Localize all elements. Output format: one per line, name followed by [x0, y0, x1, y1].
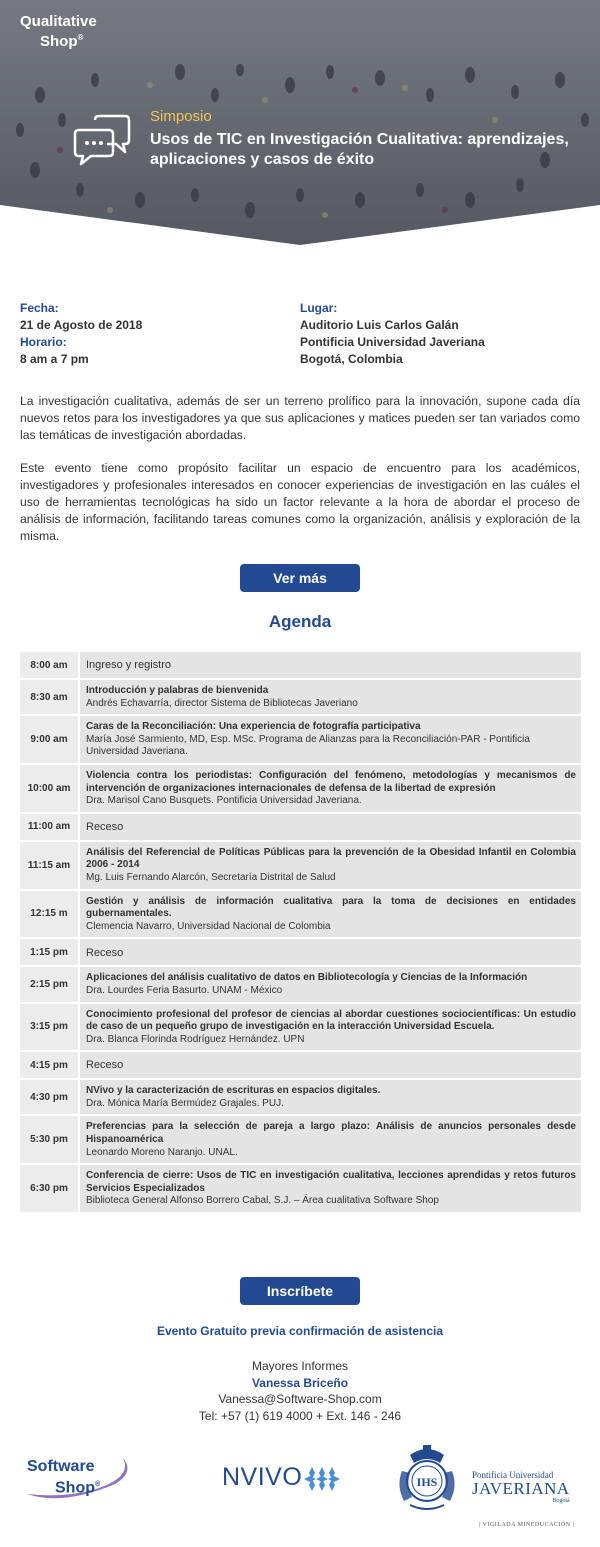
hero-chevron-divider: [0, 205, 600, 245]
ver-mas-button[interactable]: Ver más: [240, 564, 360, 592]
agenda-time: 2:15 pm: [20, 967, 80, 1001]
vigilada-label: | VIGILADA MINEDUCACIÓN |: [479, 1522, 575, 1528]
agenda-description: [80, 891, 581, 938]
agenda-time: 8:30 am: [20, 680, 80, 714]
agenda-row: [20, 967, 581, 1003]
agenda-row: [20, 1165, 581, 1214]
agenda-row: [20, 939, 581, 967]
contact-email-link[interactable]: Vanessa@Software-Shop.com: [218, 1392, 382, 1406]
agenda-description: [80, 967, 581, 1001]
inscribete-button[interactable]: Inscríbete: [240, 1277, 360, 1305]
agenda-description: [80, 1004, 581, 1051]
lugar-label: Lugar:: [300, 301, 338, 315]
agenda-row: [20, 891, 581, 940]
agenda-speaker: Dra. Blanca Florinda Rodríguez Hernández. UPN: [86, 1033, 305, 1045]
agenda-time: 4:30 pm: [20, 1080, 80, 1114]
agenda-time: 8:00 am: [20, 652, 80, 678]
hero-title: Usos de TIC en Investigación Cualitativa: aprendizajes, aplicaciones y casos de éxito: [150, 131, 569, 168]
agenda-time: 11:00 am: [20, 814, 80, 840]
agenda-talk-title: Conocimiento profesional del profesor de ciencias al abordar cuestiones sociocientíficas: Un estudio de caso de un pequeño grupo de investigación en la interacción Universidad Escuela.: [86, 1008, 576, 1033]
free-event-notice: Evento Gratuito previa confirmación de asistencia: [156, 1324, 444, 1338]
agenda-time: 4:15 pm: [20, 1052, 80, 1078]
agenda-talk-title: Preferencias para la selección de pareja a largo plazo: Análisis de anuncios personales desde Hispanoamérica: [86, 1121, 576, 1146]
agenda-time: 9:00 am: [20, 716, 80, 763]
agenda-speaker: Biblioteca General Alfonso Borrero Cabal, S.J. – Área cualitativa Software Shop: [86, 1195, 439, 1207]
nvivo-mark-icon: [302, 1465, 344, 1493]
lugar-line3: Bogotá, Colombia: [300, 352, 403, 366]
agenda-speaker: Clemencia Navarro, Universidad Nacional de Colombia: [86, 920, 331, 932]
agenda-time: 11:15 am: [20, 842, 80, 889]
agenda-talk-title: Violencia contra los periodistas: Configuración del fenómeno, metodologías y mecanismos de intervención de organizaciones internacionales de defensa de la libertad de expresión: [86, 769, 576, 794]
agenda-speaker: Leonardo Moreno Naranjo. UNAL.: [86, 1146, 238, 1158]
agenda-description: [80, 652, 581, 678]
software-shop-wordmark: Software Shop®: [27, 1458, 101, 1497]
agenda-row: [20, 842, 581, 891]
agenda-time: 1:15 pm: [20, 939, 80, 965]
qualitative-shop-logo[interactable]: [20, 14, 97, 50]
contact-phone: Tel: +57 (1) 619 4000 + Ext. 146 - 246: [198, 1408, 402, 1423]
agenda-description: [80, 1080, 581, 1114]
lugar-line2: Pontificia Universidad Javeriana: [300, 335, 485, 349]
hero-banner: [0, 0, 600, 245]
agenda-simple-label: Receso: [86, 1059, 124, 1072]
software-shop-logo[interactable]: [27, 1458, 142, 1513]
chat-bubbles-icon: [73, 114, 131, 168]
agenda-speaker: Andrés Echavarría, director Sistema de Bibliotecas Javeriano: [86, 697, 358, 709]
agenda-description: [80, 765, 581, 812]
fecha-label: Fecha:: [20, 301, 59, 315]
agenda-talk-title: Introducción y palabras de bienvenida: [86, 685, 269, 696]
event-location: [300, 300, 485, 368]
logo-line2: Shop®: [40, 33, 84, 50]
agenda-description: [80, 842, 581, 889]
agenda-talk-title: Aplicaciones del análisis cualitativo de datos en Bibliotecología y Ciencias de la Información: [86, 972, 528, 984]
agenda-description: [80, 1165, 581, 1212]
hero-pretitle: Simposio: [150, 108, 212, 125]
agenda-description: [80, 814, 581, 840]
contact-block: [0, 1358, 600, 1424]
agenda-row: [20, 716, 581, 765]
agenda-title: Agenda: [268, 612, 332, 631]
agenda-speaker: Dra. Lourdes Feria Basurto. UNAM - México: [86, 984, 283, 996]
agenda-time: 10:00 am: [20, 765, 80, 812]
event-date-time: [20, 300, 142, 368]
agenda-time: 6:30 pm: [20, 1165, 80, 1212]
nvivo-logo[interactable]: NVIVO: [222, 1463, 303, 1491]
agenda-row: [20, 765, 581, 814]
agenda-talk-title: Conferencia de cierre: Usos de TIC en investigación cualitativa, lecciones aprendidas y retos futuros Servicios Especializados: [86, 1170, 576, 1194]
agenda-talk-title: NVivo y la caracterización de escrituras en espacios digitales.: [86, 1085, 381, 1097]
agenda-row: [20, 1116, 581, 1165]
agenda-description: [80, 1052, 581, 1078]
agenda-row: [20, 1052, 581, 1080]
agenda-speaker: Dra. Marisol Cano Busquets. Pontificia Universidad Javeriana.: [86, 795, 362, 807]
intro-paragraph-2: Este evento tiene como propósito facilitar un espacio de encuentro para los académicos, investigadores y profesionales interesados en conocer experiencias de investigación en las cuáles el uso de herramientas tecnológicas ha sido un factor relevante a la hora de abordar el proceso de análisis de información, facilitando tareas comunes como la organización, análisis y exploración de la misma.: [20, 461, 580, 543]
contact-name: Vanessa Briceño: [251, 1375, 349, 1390]
svg-text:IHS: IHS: [416, 1475, 438, 1489]
agenda-speaker: Dra. Mónica María Bermúdez Grajales. PUJ.: [86, 1097, 284, 1109]
agenda-speaker: Mg. Luis Fernando Alarcón, Secretaría Distrital de Salud: [86, 871, 336, 883]
agenda-row: [20, 1080, 581, 1116]
lugar-line1: Auditorio Luis Carlos Galán: [300, 318, 459, 332]
agenda-simple-label: Receso: [86, 946, 124, 959]
agenda-row: [20, 680, 581, 716]
fecha-value: 21 de Agosto de 2018: [20, 318, 143, 332]
agenda-time: 3:15 pm: [20, 1004, 80, 1051]
agenda-simple-label: Receso: [86, 820, 124, 833]
agenda-description: [80, 716, 581, 763]
horario-value: 8 am a 7 pm: [20, 352, 89, 366]
agenda-talk-title: Caras de la Reconciliación: Una experiencia de fotografía participativa: [86, 721, 421, 733]
agenda-row: [20, 652, 581, 680]
agenda-table: [20, 652, 581, 1214]
horario-label: Horario:: [20, 335, 67, 349]
intro-paragraph-1: La investigación cualitativa, además de ser un terreno prolífico para la innovación, supone cada día nuevos retos para los investigadores ya que sus aplicaciones y matices pueden ser tan variados como las temáticas de investigación abordadas.: [20, 394, 580, 442]
javeriana-logo[interactable]: Pontificia Universidad JAVERIANA Bogotá: [472, 1470, 570, 1504]
agenda-description: [80, 1116, 581, 1163]
agenda-time: 5:30 pm: [20, 1116, 80, 1163]
agenda-simple-label: Ingreso y registro: [86, 659, 171, 672]
agenda-row: [20, 1004, 581, 1053]
agenda-description: [80, 939, 581, 965]
agenda-talk-title: Gestión y análisis de información cualitativa para la toma de decisiones en entidades gubernamentales.: [86, 895, 576, 920]
logo-line1: Qualitative: [20, 13, 97, 30]
mayores-informes-label: Mayores Informes: [251, 1359, 349, 1373]
agenda-description: [80, 680, 581, 714]
agenda-time: 12:15 m: [20, 891, 80, 938]
javeriana-seal-icon: [390, 1441, 465, 1516]
agenda-talk-title: Análisis del Referencial de Políticas Públicas para la prevención de la Obesidad Infantil en Colombia 2006 - 2014: [86, 846, 576, 871]
agenda-speaker: María José Sarmiento, MD, Esp. MSc. Programa de Alianzas para la Reconciliación-PAR - Pontificia Universidad Javeriana.: [86, 733, 530, 758]
agenda-row: [20, 814, 581, 842]
